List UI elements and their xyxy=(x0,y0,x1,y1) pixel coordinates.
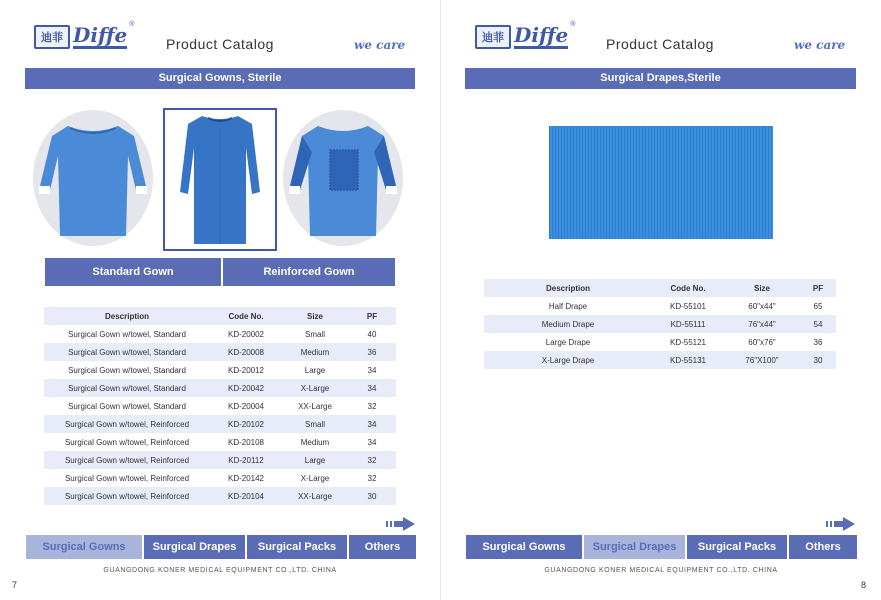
table-row xyxy=(484,315,836,333)
cell-code: KD-20142 xyxy=(227,473,265,483)
table-row xyxy=(484,351,836,369)
cell-pf: 30 xyxy=(800,351,836,369)
cell-pf: 34 xyxy=(348,415,396,433)
cell-size: Small xyxy=(282,415,348,433)
drape-spec-table xyxy=(484,279,836,369)
cell-description: Large Drape xyxy=(545,337,591,347)
catalog-title: Product Catalog xyxy=(166,36,274,52)
column-header: PF xyxy=(800,279,836,297)
cell-description: Surgical Gown w/towel, Reinforced xyxy=(44,451,210,469)
category-nav xyxy=(26,535,416,559)
column-header: Code No. xyxy=(652,279,724,297)
page-number: 7 xyxy=(12,580,18,590)
tagline: we care xyxy=(794,38,846,52)
company-footer: GUANGDONG KONER MEDICAL EQUIPMENT CO.,LTD. CHINA xyxy=(544,567,778,574)
logo-wordmark: Diffe xyxy=(73,23,128,47)
cell-pf: 32 xyxy=(348,451,396,469)
nav-others[interactable]: Others xyxy=(349,535,416,559)
cell-pf: 34 xyxy=(367,437,377,447)
table-row xyxy=(44,325,396,343)
nav-surgical-gowns[interactable]: Surgical Gowns xyxy=(466,535,584,559)
category-nav xyxy=(466,535,857,559)
cell-size: Small xyxy=(304,329,325,339)
section-title-bar: Surgical Gowns, Sterile xyxy=(25,68,415,89)
cell-size: Medium xyxy=(300,437,330,447)
cell-size: 60"x44" xyxy=(748,301,776,311)
cell-pf: 36 xyxy=(348,343,396,361)
cell-pf: 54 xyxy=(800,315,836,333)
cell-size: 76"x44" xyxy=(724,315,800,333)
cell-code: KD-55111 xyxy=(652,315,724,333)
logo-mark: 迪菲 xyxy=(34,25,70,49)
cell-size: 60"x76" xyxy=(748,337,776,347)
gown-type-tabs xyxy=(45,258,395,286)
gown-spec-table xyxy=(44,307,396,505)
cell-pf: 30 xyxy=(348,487,396,505)
cell-code: KD-20108 xyxy=(227,437,265,447)
cell-size: Medium xyxy=(282,343,348,361)
right-page xyxy=(441,0,881,600)
company-footer: GUANGDONG KONER MEDICAL EQUIPMENT CO.,LTD. CHINA xyxy=(103,567,337,574)
table-row xyxy=(44,379,396,397)
cell-size: XX-Large xyxy=(298,401,332,411)
column-header: Description xyxy=(484,279,652,297)
registered-mark: ® xyxy=(129,21,135,28)
gown-images xyxy=(30,108,405,253)
left-page xyxy=(0,0,440,600)
cell-size: 76"X100" xyxy=(724,351,800,369)
column-header: Code No. xyxy=(210,307,282,325)
cell-description: Surgical Gown w/towel, Standard xyxy=(44,379,210,397)
company-logo xyxy=(475,21,576,49)
cell-description: Surgical Gown w/towel, Reinforced xyxy=(44,415,210,433)
table-row xyxy=(44,469,396,487)
nav-surgical-drapes[interactable]: Surgical Drapes xyxy=(584,535,687,559)
table-row xyxy=(44,415,396,433)
next-page-arrow-icon[interactable] xyxy=(386,517,416,531)
nav-surgical-packs[interactable]: Surgical Packs xyxy=(687,535,789,559)
cell-code: KD-20102 xyxy=(210,415,282,433)
nav-surgical-gowns[interactable]: Surgical Gowns xyxy=(26,535,144,559)
drape-image xyxy=(549,126,773,239)
table-row xyxy=(44,343,396,361)
tab-standard-gown[interactable]: Standard Gown xyxy=(45,258,221,286)
next-page-arrow-icon[interactable] xyxy=(826,517,856,531)
cell-code: KD-20004 xyxy=(227,401,265,411)
section-title-bar: Surgical Drapes,Sterile xyxy=(465,68,856,89)
table-row xyxy=(44,361,396,379)
cell-code: KD-55121 xyxy=(669,337,707,347)
cell-description: Surgical Gown w/towel, Reinforced xyxy=(64,473,190,483)
cell-size: XX-Large xyxy=(282,487,348,505)
table-row xyxy=(484,333,836,351)
cell-code: KD-20042 xyxy=(210,379,282,397)
cell-description: Medium Drape xyxy=(484,315,652,333)
column-header: Size xyxy=(282,307,348,325)
cell-size: X-Large xyxy=(282,379,348,397)
table-header-row xyxy=(484,279,836,297)
cell-description: Surgical Gown w/towel, Reinforced xyxy=(64,437,190,447)
column-header: Size xyxy=(724,279,800,297)
cell-code: KD-20112 xyxy=(210,451,282,469)
logo-wordmark: Diffe xyxy=(514,23,569,47)
cell-pf: 32 xyxy=(367,473,377,483)
logo-mark: 迪菲 xyxy=(475,25,511,49)
cell-size: Large xyxy=(282,451,348,469)
registered-mark: ® xyxy=(570,21,576,28)
cell-pf: 36 xyxy=(813,337,823,347)
nav-surgical-drapes[interactable]: Surgical Drapes xyxy=(144,535,247,559)
table-row xyxy=(44,487,396,505)
tagline: we care xyxy=(354,38,406,52)
nav-others[interactable]: Others xyxy=(789,535,857,559)
nav-surgical-packs[interactable]: Surgical Packs xyxy=(247,535,349,559)
table-row xyxy=(44,397,396,415)
cell-description: X-Large Drape xyxy=(484,351,652,369)
table-row xyxy=(44,433,396,451)
column-header: Description xyxy=(44,307,210,325)
cell-size: X-Large xyxy=(300,473,330,483)
cell-pf: 34 xyxy=(348,379,396,397)
tab-reinforced-gown[interactable]: Reinforced Gown xyxy=(221,258,395,286)
cell-description: Surgical Gown w/towel, Standard xyxy=(68,329,186,339)
cell-description: Surgical Gown w/towel, Standard xyxy=(68,401,186,411)
catalog-title: Product Catalog xyxy=(606,36,714,52)
column-header: PF xyxy=(348,307,396,325)
cell-description: Surgical Gown w/towel, Standard xyxy=(68,365,186,375)
cell-code: KD-20104 xyxy=(210,487,282,505)
cell-size: Large xyxy=(304,365,326,375)
cell-pf: 32 xyxy=(367,401,377,411)
cell-description: Surgical Gown w/towel, Reinforced xyxy=(44,487,210,505)
cell-code: KD-55101 xyxy=(669,301,707,311)
table-header-row xyxy=(44,307,396,325)
cell-code: KD-20008 xyxy=(210,343,282,361)
cell-code: KD-20012 xyxy=(227,365,265,375)
company-logo xyxy=(34,21,135,49)
cell-pf: 65 xyxy=(813,301,823,311)
cell-description: Half Drape xyxy=(548,301,588,311)
page-number: 8 xyxy=(861,580,867,590)
table-row xyxy=(484,297,836,315)
cell-description: Surgical Gown w/towel, Standard xyxy=(44,343,210,361)
cell-pf: 34 xyxy=(367,365,377,375)
cell-code: KD-55131 xyxy=(652,351,724,369)
cell-code: KD-20002 xyxy=(227,329,265,339)
table-row xyxy=(44,451,396,469)
cell-pf: 40 xyxy=(367,329,377,339)
